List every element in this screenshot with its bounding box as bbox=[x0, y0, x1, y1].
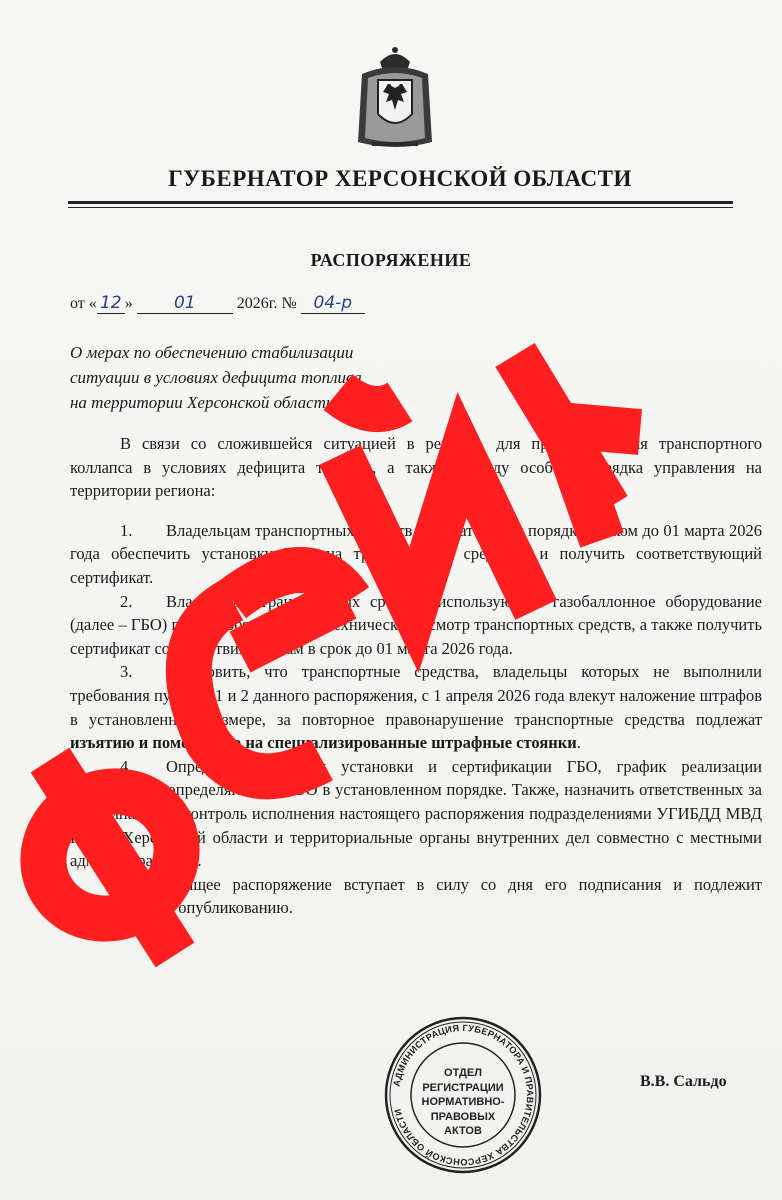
signature-name: В.В. Сальдо bbox=[640, 1073, 727, 1090]
seal-line: НОРМАТИВНО- bbox=[421, 1096, 505, 1108]
item-text: Определить, порядок установки и сертификации ГБО, график реализации мероприятий определяются МРЭО в установленном порядке. Также, назначить ответственных за координацию и контроль исполнения настоящего распоряжения подразделениями УГИБДД МВД РФ по Херсонской области и территориальные органы внутренних дел совместно с местными администрациями. bbox=[70, 756, 762, 871]
date-sep: » bbox=[124, 295, 133, 312]
item-text-bold: изъятию и помещению на специализированные штрафные стоянки bbox=[70, 733, 577, 753]
issuer-title: ГУБЕРНАТОР ХЕРСОНСКОЙ ОБЛАСТИ bbox=[168, 166, 632, 191]
coat-of-arms-icon bbox=[350, 44, 440, 154]
subject-line: О мерах по обеспечению стабилизации bbox=[70, 343, 354, 362]
seal-line: РЕГИСТРАЦИИ bbox=[422, 1081, 504, 1094]
date-month: 01 bbox=[137, 293, 233, 314]
document-body bbox=[70, 432, 762, 920]
item-number: 1. bbox=[120, 520, 133, 540]
document-number: 04-р bbox=[301, 293, 365, 314]
item-number: 2. bbox=[120, 591, 133, 611]
header-rule-thick bbox=[68, 201, 733, 204]
subject-line: ситуации в условиях дефицита топлива bbox=[70, 368, 362, 387]
item-text: Настоящее распоряжение вступает в силу со дня его подписания и подлежит официальному опубликованию. bbox=[70, 874, 762, 918]
header-rule-thin bbox=[68, 207, 733, 208]
list-item bbox=[70, 519, 762, 590]
document-type: РАСПОРЯЖЕНИЕ bbox=[310, 250, 472, 270]
seal-line: ПРАВОВЫХ bbox=[430, 1110, 496, 1123]
list-item bbox=[70, 590, 762, 661]
paragraph-gap bbox=[70, 503, 762, 519]
seal-line: ОТДЕЛ bbox=[444, 1067, 482, 1079]
list-item bbox=[70, 660, 762, 754]
seal-ring-text: АДМИНИСТРАЦИЯ ГУБЕРНАТОРА И ПРАВИТЕЛЬСТВА ХЕРСОНСКОЙ ОБЛАСТИ bbox=[391, 1022, 536, 1168]
item-text: Установить, что транспортные средства, владельцы которых не выполнили требования пунктов 1 и 2 данного распоряжения, с 1 апреля 2026 года влекут наложение штрафов в установленном размере, за повторное правонарушение транспортные средства подлежат bbox=[70, 662, 762, 729]
item-text: Владельцам транспортных средств, использующих газобаллонное оборудование (далее – ГБО) пройти обязательный технический осмотр транспортных средств, а также получить сертификат соответствия нормам в срок до 01 марта 2026 года. bbox=[70, 591, 762, 658]
item-number: 3. bbox=[120, 662, 133, 682]
intro-paragraph: В связи со сложившейся ситуацией в регионе, для предотвращения транспортного коллапса в условиях дефицита топлива, а также в виду особого порядка управления на территории региона: bbox=[70, 434, 762, 501]
seal-line: АКТОВ bbox=[444, 1125, 482, 1137]
item-text-end: . bbox=[576, 733, 581, 753]
item-text: Владельцам транспортных средств в обязательном порядке сроком до 01 марта 2026 года обеспечить установку ГБО на транспортные средства, и получить соответствующий сертификат. bbox=[70, 520, 762, 587]
list-item bbox=[70, 873, 762, 920]
date-year: 2026г. № bbox=[236, 295, 297, 312]
item-number: 4. bbox=[120, 756, 133, 776]
date-day: 12 bbox=[97, 293, 125, 314]
list-item bbox=[70, 755, 762, 873]
date-prefix: от « bbox=[70, 295, 97, 312]
document-subject bbox=[70, 340, 430, 415]
subject-line: на территории Херсонской области bbox=[70, 393, 335, 412]
item-number: 5. bbox=[120, 874, 133, 894]
date-number-line bbox=[70, 293, 365, 314]
seal-center-text bbox=[410, 1066, 516, 1139]
